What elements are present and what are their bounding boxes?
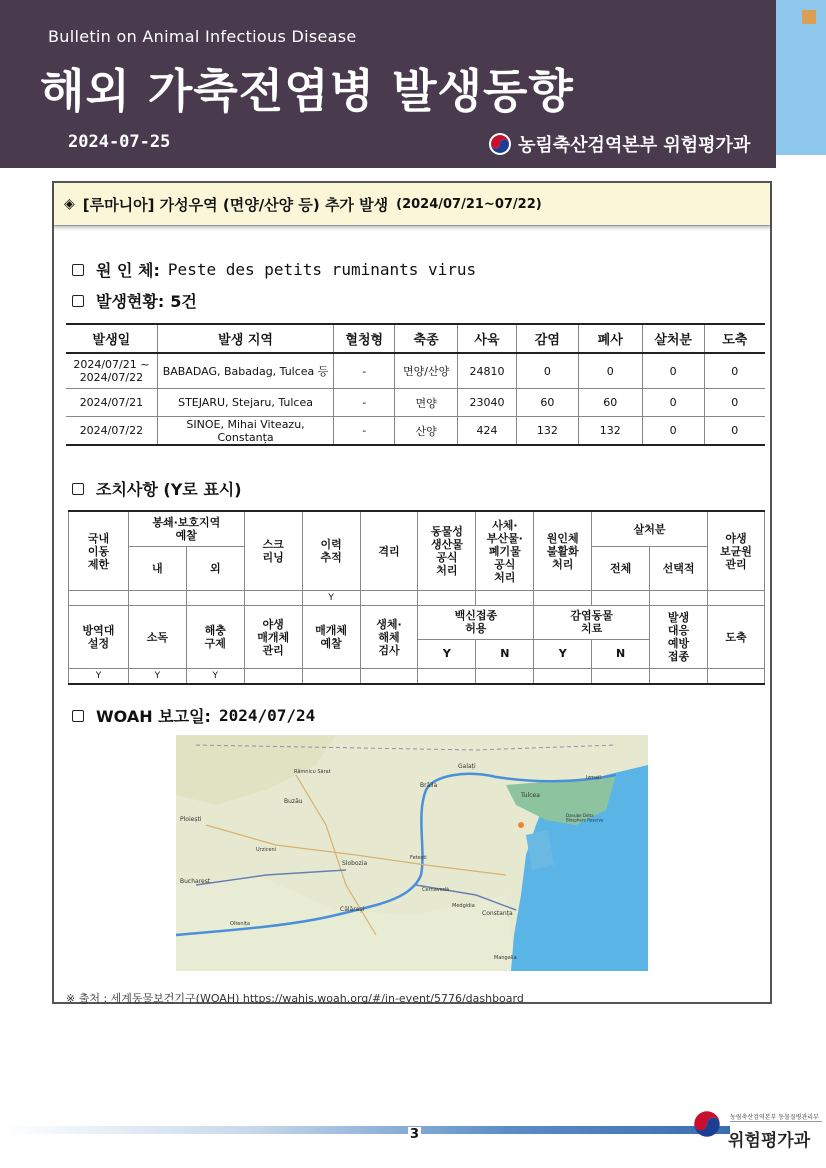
footer-bar: [0, 1126, 730, 1134]
outbreak-cell: 2024/07/21 ~ 2024/07/22: [66, 353, 157, 389]
outbreak-cell: 24810: [458, 353, 517, 389]
hdr-vaccine-y: Y: [418, 639, 476, 668]
measures-table: [68, 510, 765, 685]
checkbox-square-icon: [72, 483, 84, 495]
issue-date: 2024-07-25: [68, 132, 171, 152]
map-label-galati: Galați: [458, 763, 476, 770]
measure-value-cell: [418, 591, 476, 606]
map-label-fetesti: Fetești: [410, 855, 427, 861]
measure-value-cell: [476, 591, 534, 606]
report-title-bar: [54, 183, 770, 226]
outbreak-cell: 면양: [395, 389, 458, 417]
checkbox-square-icon: [72, 264, 84, 276]
outbreak-cell: 산양: [395, 417, 458, 446]
outbreak-table: [66, 323, 765, 446]
measure-value-cell: Y: [186, 669, 244, 685]
outbreak-col-header: 발생일: [66, 324, 157, 353]
measure-value-cell: [244, 669, 302, 685]
pathogen-label: 원 인 체:: [96, 261, 160, 280]
hdr-carcass-treatment: 사체· 부산물· 폐기물 공식 처리: [476, 511, 534, 591]
measure-value-cell: [360, 591, 418, 606]
hdr-inactivation: 원인체 불활화 처리: [534, 511, 592, 591]
outbreak-cell: 23040: [458, 389, 517, 417]
measure-value-cell: Y: [302, 591, 360, 606]
map-label-buzau: Buzău: [284, 798, 303, 805]
page-title: 해외 가축전염병 발생동향: [40, 64, 574, 118]
org-name: 농림축산검역본부 위험평가과: [518, 135, 751, 156]
hdr-cull-selective: 선택적: [650, 547, 708, 591]
map-label-urziceni: Urziceni: [256, 847, 277, 853]
hdr-vector-surveillance: 매개체 예찰: [302, 606, 360, 669]
hdr-isolation: 격리: [360, 511, 418, 591]
hdr-inspection: 생체· 해체 검사: [360, 606, 418, 669]
map-image: [176, 735, 648, 971]
outbreak-table-header: [66, 324, 765, 353]
checkbox-square-icon: [72, 710, 84, 722]
bulletin-subtitle: Bulletin on Animal Infectious Disease: [48, 27, 357, 46]
diamond-icon: ◈: [64, 196, 75, 212]
outbreak-col-header: 살처분: [642, 324, 704, 353]
outbreak-row: [66, 417, 765, 446]
measure-value-cell: [476, 669, 534, 685]
pathogen-value: Peste des petits ruminants virus: [167, 260, 477, 279]
measure-value-cell: [707, 669, 764, 685]
hdr-vaccine-n: N: [476, 639, 534, 668]
map-label-constanta: Constanța: [482, 910, 513, 917]
outbreak-cell: -: [334, 417, 395, 446]
footer-taegeuk-logo-icon: [690, 1107, 724, 1145]
outbreak-col-header: 도축: [704, 324, 765, 353]
map-label-rimnicu: Râmnicu Sărat: [294, 769, 331, 775]
measure-value-cell: [128, 591, 186, 606]
hdr-cull-all: 전체: [592, 547, 650, 591]
measure-value-cell: [650, 591, 708, 606]
measure-value-cell: Y: [128, 669, 186, 685]
outbreak-cell: 424: [458, 417, 517, 446]
map-label-izmail: Izmail: [586, 775, 601, 781]
hdr-treat-y: Y: [534, 639, 592, 668]
map-label-slobozia: Slobozia: [342, 860, 368, 867]
outbreak-cell: 0: [642, 353, 704, 389]
map-label-tulcea: Tulcea: [521, 792, 540, 799]
measure-value-cell: [244, 591, 302, 606]
outbreak-cell: BABADAG, Babadag, Tulcea 등: [157, 353, 334, 389]
hdr-zone-inside: 내: [128, 547, 186, 591]
outbreak-cell: 0: [704, 353, 765, 389]
hdr-zone-surveillance: 봉쇄·보호지역 예찰: [128, 511, 244, 547]
outbreak-col-header: 발생 지역: [157, 324, 334, 353]
hdr-wild-reservoir: 야생 보균원 관리: [707, 511, 764, 591]
hdr-preventive-vaccination: 발생 대응 예방 접종: [650, 606, 708, 669]
outbreak-cell: 0: [516, 353, 578, 389]
checkbox-square-icon: [72, 295, 84, 307]
map-label-cernavoda: Cernavodă: [422, 887, 450, 893]
hdr-treatment: 감염동물 치료: [534, 606, 650, 640]
org-label: [488, 131, 750, 157]
outbreak-cell: 132: [578, 417, 642, 446]
outbreak-row: [66, 389, 765, 417]
map-label-danube: Danube Delta Biosphere Reserve: [566, 813, 604, 823]
outbreak-table-body: [66, 353, 765, 445]
measure-value-cell: [650, 669, 708, 685]
outbreak-cell: -: [334, 389, 395, 417]
map-label-ploiesti: Ploiești: [180, 816, 202, 823]
measure-value-cell: [418, 669, 476, 685]
measure-value-cell: [592, 669, 650, 685]
outbreak-cell: 0: [704, 389, 765, 417]
map-label-oltenita: Oltenița: [230, 921, 250, 927]
outbreak-cell: 0: [642, 417, 704, 446]
measure-value-cell: [534, 591, 592, 606]
outbreak-cell: 0: [578, 353, 642, 389]
footer-divider: [730, 1121, 822, 1122]
measure-value-cell: [534, 669, 592, 685]
outbreak-col-header: 사육: [458, 324, 517, 353]
hdr-product-treatment: 동물성 생산물 공식 처리: [418, 511, 476, 591]
measures-values-row-2: [69, 669, 765, 685]
map-label-mangalia: Mangalia: [494, 955, 517, 961]
outbreak-cell: 2024/07/22: [66, 417, 157, 446]
outbreak-cell: 2024/07/21: [66, 389, 157, 417]
hdr-wild-vector: 야생 매개체 관리: [244, 606, 302, 669]
outbreak-col-header: 폐사: [578, 324, 642, 353]
hdr-screening: 스크 리닝: [244, 511, 302, 591]
taegeuk-logo-icon: [488, 132, 512, 156]
hdr-disinfection: 소독: [128, 606, 186, 669]
measure-value-cell: [186, 591, 244, 606]
woah-date: 2024/07/24: [218, 706, 316, 725]
hdr-zoning: 방역대 설정: [69, 606, 129, 669]
side-accent-orange: [802, 10, 816, 24]
outbreak-cell: 60: [578, 389, 642, 417]
hdr-traceability: 이력 추적: [302, 511, 360, 591]
pathogen-line: [72, 258, 476, 281]
outbreak-cell: STEJARU, Stejaru, Tulcea: [157, 389, 334, 417]
status-label: 발생현황:: [96, 292, 165, 311]
outbreak-cell: SINOE, Mihai Viteazu, Constanța: [157, 417, 334, 446]
outbreak-cell: 132: [516, 417, 578, 446]
hdr-pest-control: 해충 구제: [186, 606, 244, 669]
map-label-medgidia: Medgidia: [452, 903, 475, 909]
measures-line: [72, 477, 242, 500]
outbreak-cell: 0: [704, 417, 765, 446]
report-title: [루마니아] 가성우역 (면양/산양 등) 추가 발생: [82, 195, 389, 214]
footer-department: 위험평가과: [728, 1131, 811, 1151]
map-label-calarasi: Călărași: [340, 906, 365, 913]
woah-line: [72, 704, 315, 727]
measure-value-cell: [360, 669, 418, 685]
measures-values-row-1: [69, 591, 765, 606]
outbreak-row: [66, 353, 765, 389]
outbreak-map: [176, 735, 648, 971]
source-note: ※ 출처 : 세계동물보건기구(WOAH) https://wahis.woah.org/#/in-event/5776/dashboard: [66, 992, 524, 1005]
map-label-bucharest: Bucharest: [180, 878, 211, 885]
woah-label: WOAH 보고일:: [96, 707, 211, 726]
hdr-zone-outside: 외: [186, 547, 244, 591]
measures-label: 조치사항 (Y로 표시): [96, 480, 242, 499]
measure-value-cell: [69, 591, 129, 606]
page-number: 3: [410, 1127, 420, 1142]
report-period: (2024/07/21~07/22): [396, 196, 542, 212]
header-band: [0, 0, 776, 168]
measures-header-row-3: [69, 606, 765, 640]
outbreak-col-header: 혈청형: [334, 324, 395, 353]
status-line: [72, 289, 197, 312]
measure-value-cell: Y: [69, 669, 129, 685]
hdr-treat-n: N: [592, 639, 650, 668]
outbreak-col-header: 감염: [516, 324, 578, 353]
measure-value-cell: [302, 669, 360, 685]
hdr-culling: 살처분: [592, 511, 708, 547]
status-value: 5건: [170, 292, 197, 311]
measure-value-cell: [592, 591, 650, 606]
outbreak-cell: -: [334, 353, 395, 389]
measures-header-row-1: [69, 511, 765, 547]
hdr-vaccination-allowed: 백신접종 허용: [418, 606, 534, 640]
hdr-slaughter: 도축: [707, 606, 764, 669]
outbreak-cell: 0: [642, 389, 704, 417]
footer-org-small: 농림축산검역본부 동물질병관리부: [730, 1114, 819, 1121]
outbreak-cell: 면양/산양: [395, 353, 458, 389]
outbreak-col-header: 축종: [395, 324, 458, 353]
outbreak-cell: 60: [516, 389, 578, 417]
measure-value-cell: [707, 591, 764, 606]
side-accent-blue: [776, 0, 826, 155]
map-label-braila: Brăila: [420, 782, 438, 789]
hdr-movement-restriction: 국내 이동 제한: [69, 511, 129, 591]
